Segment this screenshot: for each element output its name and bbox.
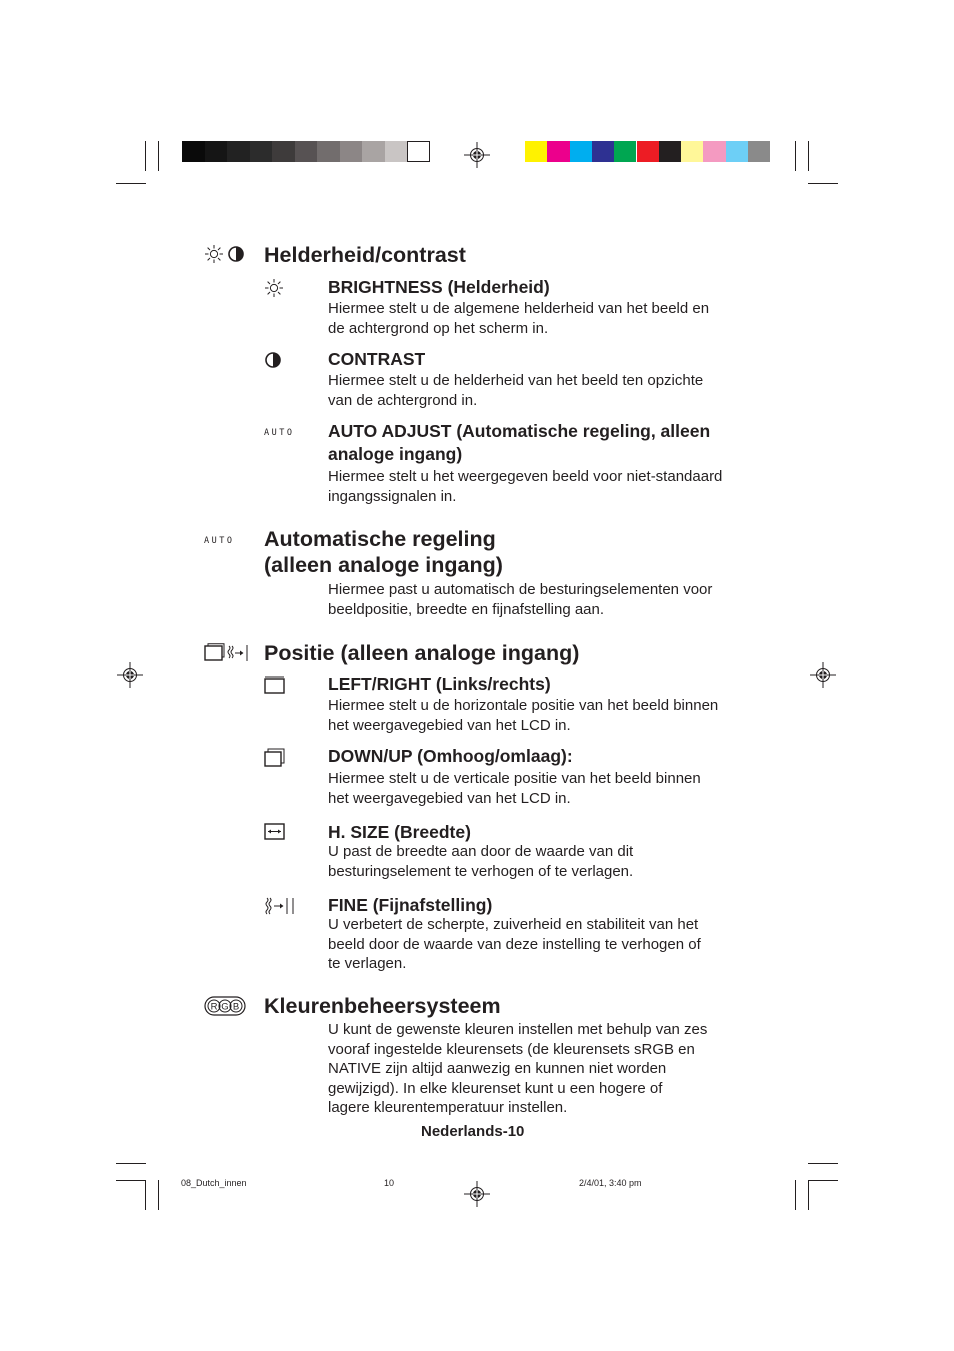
item-title-brightness: BRIGHTNESS (Helderheid): [328, 277, 550, 297]
gray-swatch: [272, 141, 295, 162]
item-title-h-size: H. SIZE (Breedte): [328, 822, 471, 842]
registration-mark-bottom-icon: [464, 1181, 490, 1207]
color-swatch: [659, 141, 681, 162]
registration-mark-right-icon: [810, 662, 836, 688]
color-swatch: [614, 141, 636, 162]
gray-swatch: [317, 141, 340, 162]
item-desc-down-up: Hiermee stelt u de verticale positie van het beeld binnen het weergavegebied van het LCD in.: [328, 770, 701, 807]
left-right-icon: [264, 676, 286, 694]
color-swatch: [637, 141, 659, 162]
gray-swatch: [227, 141, 250, 162]
item-desc-fine: U verbetert de scherpte, zuiverheid en stabiliteit van het beeld door de waarde van deze instelling te verhogen of te verlagen.: [328, 916, 701, 972]
item-title-down-up: DOWN/UP (Omhoog/omlaag):: [328, 746, 573, 766]
color-swatch: [681, 141, 703, 162]
item-title-left-right: LEFT/RIGHT (Links/rechts): [328, 674, 551, 694]
rgb-icon-letter: R: [210, 1001, 218, 1013]
registration-mark-top-icon: [464, 142, 490, 168]
color-swatch: [748, 141, 770, 162]
gray-swatch: [295, 141, 318, 162]
gray-swatch: [340, 141, 363, 162]
contrast-icon: [264, 351, 282, 369]
color-swatch: [592, 141, 614, 162]
auto-section-icon: AUTO: [204, 536, 235, 546]
down-up-icon: [264, 748, 286, 768]
rgb-icon-letter: G: [221, 1001, 229, 1013]
section-title-brightness-contrast: Helderheid/contrast: [264, 243, 466, 267]
h-size-icon: [264, 823, 286, 841]
fine-icon: [264, 896, 298, 916]
registration-mark-left-icon: [117, 662, 143, 688]
item-title-contrast: CONTRAST: [328, 349, 426, 369]
color-swatch: [570, 141, 592, 162]
color-swatch: [547, 141, 569, 162]
gray-swatch: [362, 141, 385, 162]
gray-swatch: [250, 141, 273, 162]
gray-swatch: [205, 141, 228, 162]
section-title-position: Positie (alleen analoge ingang): [264, 641, 580, 665]
slug-file: 08_Dutch_innen: [181, 1178, 247, 1188]
section-desc-auto-adjust: Hiermee past u automatisch de besturingselementen voor beeldpositie, breedte en fijnafstelling aan.: [328, 581, 713, 618]
color-swatch: [525, 141, 547, 162]
color-swatch: [703, 141, 725, 162]
slug-date: 2/4/01, 3:40 pm: [579, 1178, 642, 1188]
sun-icon: [264, 278, 284, 298]
color-swatch: [726, 141, 748, 162]
section-title-color: Kleurenbeheersysteem: [264, 994, 501, 1018]
slug-page: 10: [384, 1178, 395, 1188]
item-title-fine: FINE (Fijnafstelling): [328, 895, 493, 915]
auto-icon: AUTO: [264, 428, 295, 438]
gray-swatch: [182, 141, 205, 162]
gray-swatch: [385, 141, 408, 162]
sun-contrast-icon: [204, 244, 246, 264]
page-number: Nederlands-10: [421, 1123, 525, 1140]
item-desc-left-right: Hiermee stelt u de horizontale positie van het beeld binnen het weergavegebied van het LCD in.: [328, 697, 719, 734]
item-desc-brightness: Hiermee stelt u de algemene helderheid van het beeld en de achtergrond op het scherm in.: [328, 300, 710, 337]
position-icon: [204, 643, 250, 663]
rgb-icon: [204, 996, 246, 1016]
item-desc-auto-adjust: Hiermee stelt u het weergegeven beeld voor niet-standaard ingangssignalen in.: [328, 468, 723, 505]
item-title-auto-adjust: AUTO ADJUST (Automatische regeling, alleen analoge ingang): [328, 421, 711, 464]
rgb-icon-letter: B: [232, 1001, 240, 1013]
section-title-auto-adjust: Automatische regeling (alleen analoge ingang): [264, 527, 503, 577]
section-desc-color: U kunt de gewenste kleuren instellen met behulp van zes vooraf ingestelde kleurensets (de kleurensets sRGB en NATIVE zijn altijd aanwezig en kunnen niet worden gewijzigd). In elke kleurenset kunt u een hogere of lagere kleurentemperatuur instellen.: [328, 1021, 708, 1116]
item-desc-contrast: Hiermee stelt u de helderheid van het beeld ten opzichte van de achtergrond in.: [328, 372, 704, 409]
gray-swatch: [407, 141, 430, 162]
item-desc-h-size: U past de breedte aan door de waarde van dit besturingselement te verhogen of te verlagen.: [328, 843, 634, 880]
